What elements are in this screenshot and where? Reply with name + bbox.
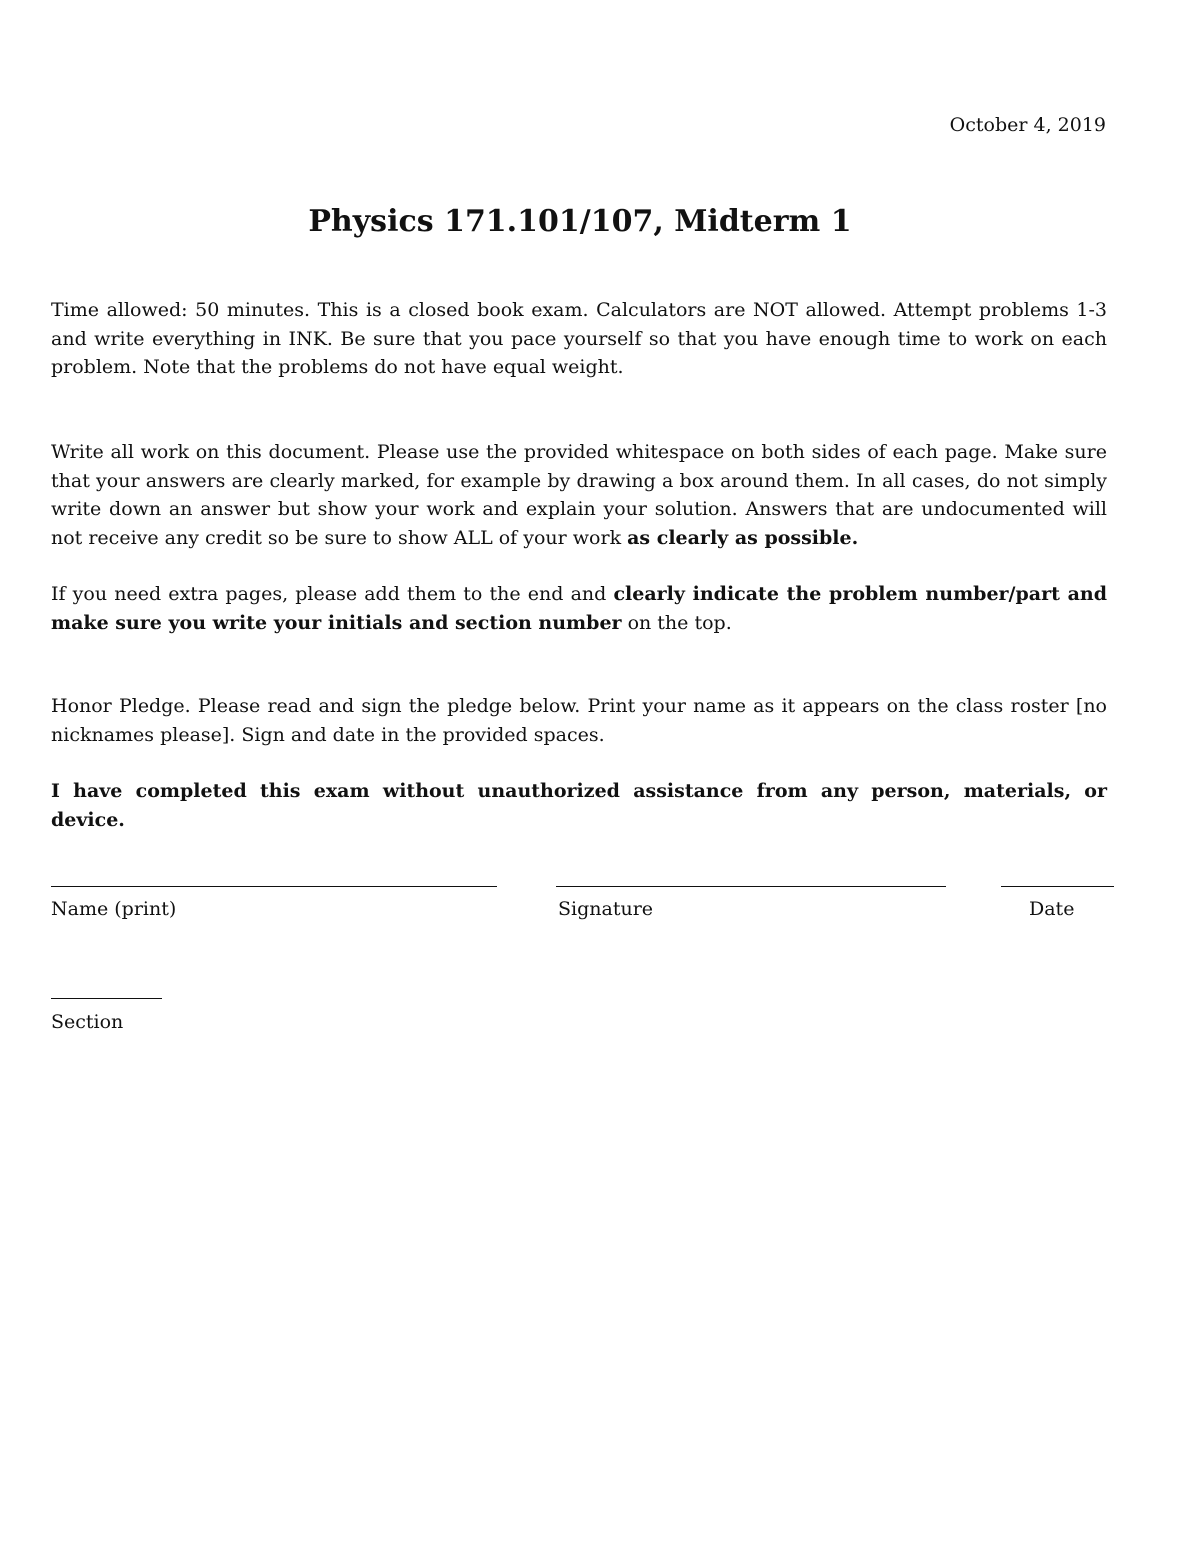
signature-field-label: Signature: [558, 898, 654, 920]
name-field-label: Name (print): [51, 898, 177, 920]
section-field-label: Section: [51, 1011, 124, 1033]
extra-pages-text-a: If you need extra pages, please add them to the end and: [51, 583, 614, 605]
section-field-line[interactable]: [51, 998, 162, 999]
date-field-label: Date: [1029, 898, 1075, 920]
name-field-line[interactable]: [51, 886, 497, 887]
instructions-paragraph-extra-pages: [51, 580, 1107, 637]
extra-pages-text-b: on the top.: [621, 611, 732, 634]
instructions-paragraph-work: [51, 438, 1107, 552]
exam-date: October 4, 2019: [949, 114, 1106, 136]
signature-field-line[interactable]: [556, 886, 946, 887]
date-field-line[interactable]: [1001, 886, 1114, 887]
instructions-work-text: Write all work on this document. Please use the provided whitespace on both sides of each page. Make sure that your answers are clearly marked, for example by drawing a box around them. In all cases, do not simply write down an answer but show your work and explain your solution. Answers that are undocumented will not receive any credit so be sure to show ALL of your work: [51, 441, 1107, 549]
extra-pages-emphasis: clearly indicate the problem number/part and make sure you write your initials and section number: [51, 583, 1108, 634]
honor-pledge-statement: I have completed this exam without unauthorized assistance from any person, materials, or device.: [51, 780, 1107, 831]
instructions-work-emphasis: as clearly as possible.: [627, 526, 859, 549]
honor-pledge-intro: Honor Pledge. Please read and sign the pledge below. Print your name as it appears on the class roster [no nicknames please]. Sign and date in the provided spaces.: [51, 695, 1107, 746]
instructions-paragraph-time: Time allowed: 50 minutes. This is a closed book exam. Calculators are NOT allowed. Attempt problems 1-3 and write everything in INK. Be sure that you pace yourself so that you have enough time to work on each problem. Note that the problems do not have equal weight.: [51, 299, 1107, 378]
page-title: Physics 171.101/107, Midterm 1: [308, 204, 852, 239]
